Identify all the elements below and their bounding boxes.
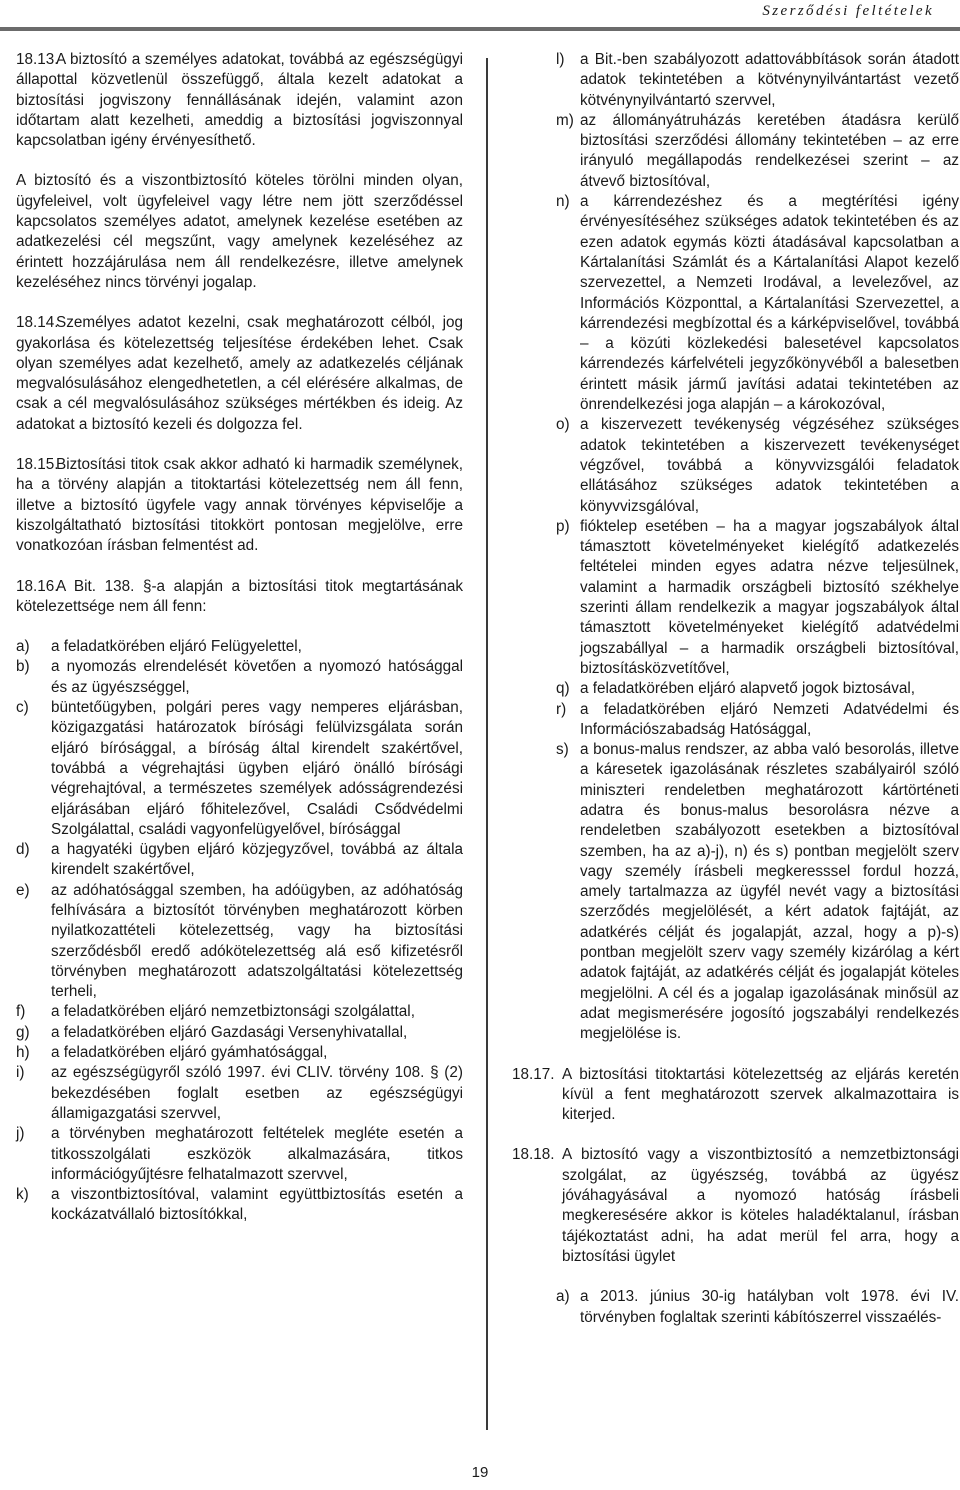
- list-item: [16, 1002, 463, 1022]
- spacer: [512, 1045, 959, 1065]
- list-item: [16, 657, 463, 698]
- section-text: A biztosító vagy a viszontbiztosító a nemzetbiztonsági szolgálat, az ügyészség, továbbá az ügyész jóváhagyásával a nyomozó hatóság írásbeli megkeresésére akkor is köteles haladéktalanul, írásban tájékoztatást adni, ha adat merül fel arra, hogy a biztosítási ügylet: [562, 1146, 959, 1265]
- list-item: [512, 700, 959, 741]
- page-number: 19: [471, 1464, 489, 1481]
- section-18-17: [512, 1065, 959, 1126]
- section-18-16: [16, 577, 463, 618]
- list-item-text: az állományátruházás keretében átadásra kerülő biztosítási szerződési állomány tekintetében – az erre irányuló megállapodás rendelkezései szerint – az átvevő biztosítóval,: [580, 111, 959, 190]
- list-item-text: a feladatkörében eljáró nemzetbiztonsági szolgálattal,: [51, 1003, 415, 1021]
- list-marker: h): [16, 1044, 30, 1062]
- list-item-text: a bonus-malus rendszer, az abba való besorolás, illetve a káresetek igazolásának részletes szabályairól szóló miniszteri rendeletben meghatározott kártörténeti adatra és bonus-malus besorolásra nézve a rendeletben szabályozott esetekben a biztosítóval szemben, ha az a)-j), n) és s) pontban megjelölt szerv vagy személy írásbeli megkeresssel fordul hozzá, amely tartalmazza az ügyfél nevét vagy a biztosítási szerződés megjelölését, a kért adatok fajtáját, az adatkérés célját és jogalapját, azzal, hogy a p)-s) pontban megjelölt szerv vagy személy kizárólag a kért adatok fajtáját, az adatkérés célját és jogalapját köteles megjelölni. A cél és a jogalap igazolásának minősül az adat megismerésére jogosító jogszabályi rendelkezés megjelölése is.: [580, 741, 959, 1043]
- list-item-text: a Bit.-ben szabályozott adattovábbítások során átadott adatok tekintetében a kötvénynyilvántartást vezető kötvénynyilvántartó szervvel,: [580, 51, 959, 109]
- list-item-text: fióktelep esetében – ha a magyar jogszabályok által támasztott követelményeket kielégítő adatkezelés feltételei minden egyes adatra nézve teljesülnek, valamint a harmadik országbeli biztosító székhelye szerinti állam rendelkezik a magyar jogszabályok által támasztott követelményeket kielégítő adatvédelmi jogszabállyal – a harmadik országbeli biztosítóval, biztosításközvetítővel,: [580, 517, 959, 677]
- list-item: [16, 881, 463, 1003]
- list-marker: b): [16, 658, 30, 676]
- section-number: 18.14.: [16, 314, 59, 332]
- section-number: 18.15.: [16, 456, 59, 474]
- section-number: 18.17.: [512, 1065, 555, 1083]
- list-item-text: a feladatkörében eljáró Nemzeti Adatvédelmi és Információszabadság Hatósággal,: [580, 700, 959, 738]
- list-marker: c): [16, 699, 29, 717]
- list-item-text: a nyomozás elrendelését követően a nyomozó hatósággal és az ügyészséggel,: [51, 658, 463, 696]
- list-marker: k): [16, 1186, 29, 1204]
- list-item: [16, 637, 463, 657]
- list-item: [16, 840, 463, 881]
- exceptions-list-continued: [512, 50, 959, 1045]
- list-item: [16, 698, 463, 840]
- list-marker: l): [556, 51, 565, 68]
- list-marker: r): [556, 700, 567, 718]
- list-item: [512, 415, 959, 516]
- list-item-text: a kiszervezett tevékenység végzéséhez szükséges adatok tekintetében a kiszervezett tevékenységet végzővel, továbbá a könyvvizsgálói feladatok ellátásához szükséges adatok tekintetében a könyvvizsgálóval,: [580, 416, 959, 515]
- list-item: [16, 1185, 463, 1226]
- list-marker: i): [16, 1064, 25, 1082]
- list-marker: e): [16, 881, 30, 899]
- section-text: Biztosítási titok csak akkor adható ki harmadik személynek, ha a törvény alapján a titoktartási kötelezettség nem áll fenn, illetve a biztosító ügyfele vagy annak törvényes képviselője a kiszolgáltatható biztosítási titokkört pontosan megjelölve, erre vonatkozóan írásban felmentést ad.: [16, 456, 463, 555]
- list-marker: a): [556, 1288, 570, 1306]
- exceptions-list: [16, 637, 463, 1226]
- list-item: [512, 1287, 959, 1328]
- list-marker: m): [556, 111, 574, 129]
- list-marker: j): [16, 1125, 25, 1143]
- section-number: 18.13.: [16, 51, 59, 68]
- section-number: 18.18.: [512, 1146, 555, 1164]
- list-item: [512, 679, 959, 699]
- list-marker: g): [16, 1023, 30, 1041]
- section-text: A biztosító a személyes adatokat, továbbá az egészségügyi állapottal közvetlenül összefüggő, általa kezelt adatokat a biztosítási jogviszony fennállásának idején, valamint azon időtartam alatt kezelheti, ameddig a biztosítási jogviszonnyal kapcsolatban igény érvényesíthető.: [16, 51, 463, 150]
- list-item-text: a 2013. június 30-ig hatályban volt 1978. évi IV. törvényben foglaltak szerinti kábítószerrel visszaélés-: [580, 1288, 959, 1326]
- list-marker: n): [556, 193, 570, 211]
- left-column: [16, 50, 463, 1226]
- section-18-18: [512, 1145, 959, 1267]
- list-item-text: büntetőügyben, polgári peres vagy nemperes eljárásban, közigazgatási határozatok bírósági felülvizsgálata során eljáró bírósággal, a bíróság által kirendelt szakértővel, továbbá a végrehajtási ügyben eljáró önálló bírósági végrehajtóval, a természetes személyek adósságrendezési eljárásában eljáró főhitelezővel, Családi Csődvédelmi Szolgálattal, családi vagyonfelügyelővel, bírósággal: [51, 699, 463, 838]
- list-marker: p): [556, 517, 570, 535]
- list-marker: s): [556, 741, 569, 759]
- section-18-15: [16, 455, 463, 556]
- list-item: [16, 1043, 463, 1063]
- list-item-text: az adóhatósággal szemben, ha adóügyben, az adóhatóság felhívására a biztosítót törvényben meghatározott körben nyilatkozattételi kötelezettség, vagy ha biztosítási szerződésből eredő adókötelezettség alá eső kifizetésről törvényben meghatározott adatszolgáltatási kötelezettség terheli,: [51, 881, 463, 1001]
- list-item-text: a feladatkörében eljáró Felügyelettel,: [51, 638, 302, 656]
- list-item: [512, 517, 959, 679]
- running-title: Szerződési feltételek: [762, 3, 934, 19]
- list-item: [512, 50, 959, 111]
- list-item: [16, 1063, 463, 1124]
- section-text: A biztosítási titoktartási kötelezettség az eljárás keretén kívül a fent meghatározott szervek alkalmazottaira is kiterjed.: [562, 1065, 959, 1124]
- list-marker: a): [16, 638, 30, 656]
- list-item: [512, 740, 959, 1044]
- list-marker: q): [556, 680, 570, 698]
- list-item-text: a hagyatéki ügyben eljáró közjegyzővel, továbbá az általa kirendelt szakértővel,: [51, 841, 463, 879]
- page-header: [0, 0, 960, 36]
- paragraph-deletion: A biztosító és a viszontbiztosító köteles törölni minden olyan, ügyfeleivel, volt ügyfeleivel vagy létre nem jött szerződéssel kapcsolatos személyes adatot, amelynek kezelése esetében az adatkezelési cél megszűnt, vagy amelynek kezeléséhez az érintett hozzájárulása nem áll rendelkezésre, illetve amelynek kezeléséhez nincs törvényi jogalap.: [16, 172, 463, 291]
- column-divider: [486, 58, 488, 1430]
- list-marker: d): [16, 841, 30, 859]
- list-item-text: a kárrendezéshez és a megtérítési igény érvényesítéséhez szükséges adatok tekintetében és az ezen adatok egymás közti átadásával kapcsolatban a Kártalanítási Számlát és a Kártalanítási Alapot kezelő szervezettel, a Nemzeti Irodával, a levelezővel, az Információs Központtal, a Kártalanítási Szervezettel, a kárrendezési megbízottal és a kárképviselővel, továbbá – a közúti közlekedési balesetével kapcsolatos kárrendezés kárfelvételi jegyzőkönyvéből a balesetben érintett másik jármű javítási adatai tekintetében az önrendelkezési joga alapján – a károkozóval,: [580, 193, 959, 414]
- list-item: [16, 1124, 463, 1185]
- section-18-13: [16, 50, 463, 151]
- list-item-text: a feladatkörében eljáró Gazdasági Versenyhivatallal,: [51, 1023, 408, 1041]
- list-item-text: a feladatkörében eljáró gyámhatósággal,: [51, 1044, 328, 1062]
- list-item-text: az egészségügyről szóló 1997. évi CLIV. törvény 108. § (2) bekezdésében foglalt esetben az egészségügyi államigazgatási szervvel,: [51, 1064, 463, 1122]
- list-marker: o): [556, 416, 570, 434]
- list-marker: f): [16, 1003, 26, 1021]
- list-item-text: a viszontbiztosítóval, valamint együttbiztosítás esetén a kockázatvállaló biztosítókkal,: [51, 1186, 463, 1224]
- section-text: A Bit. 138. §-a alapján a biztosítási titok megtartásának kötelezettsége nem áll fenn:: [16, 577, 463, 615]
- section-number: 18.16.: [16, 577, 59, 595]
- right-column: [512, 50, 959, 1328]
- list-item: [512, 192, 959, 415]
- header-rule: [0, 27, 960, 31]
- section-text: Személyes adatot kezelni, csak meghatározott célból, jog gyakorlása és kötelezettség teljesítése érdekében lehet. Csak olyan személyes adat kezelhető, amely az adatkezelés céljának megvalósulásához elengedhetetlen, a cél elérésére alkalmas, de csak a cél megvalósulásához szükséges mértékben és ideig. Az adatokat a biztosító kezeli és dolgozza fel.: [16, 314, 463, 433]
- ticket-conditions-list: [512, 1287, 959, 1328]
- list-item-text: a törvényben meghatározott feltételek megléte esetén a titkosszolgálati eszközök alkalmazására, titkos információgyűjtésre felhatalmazott szervvel,: [51, 1125, 463, 1183]
- section-18-14: [16, 313, 463, 435]
- list-item: [16, 1023, 463, 1043]
- list-item-text: a feladatkörében eljáró alapvető jogok biztosával,: [580, 680, 916, 698]
- list-item: [512, 111, 959, 192]
